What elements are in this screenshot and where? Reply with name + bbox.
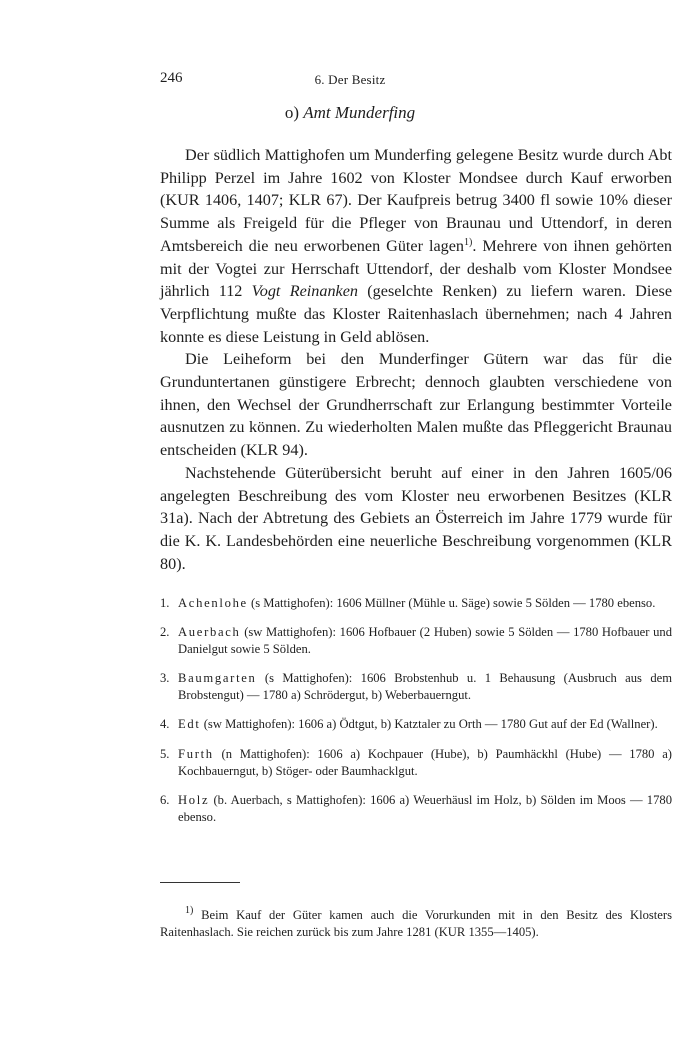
item-place: Edt [178,717,201,732]
item-place: Furth [178,746,214,761]
footnote-reference: 1) [464,236,473,248]
item-text: (s Mattighofen): 1606 Müllner (Mühle u. Säge) sowie 5 Sölden — 1780 ebenso. [247,596,656,610]
item-text: (sw Mattighofen): 1606 a) Ödtgut, b) Katztaler zu Orth — 1780 Gut auf der Ed (Wallner). [200,717,658,732]
item-text: (b. Auerbach, s Mattighofen): 1606 a) Weuerhäusl im Holz, b) Sölden im Moos — 1780 ebenso. [178,792,672,824]
item-place: Holz [178,792,210,807]
list-item [160,595,672,612]
item-place: Auerbach [178,625,241,640]
footnote-rule [160,882,240,883]
item-number: 1. [160,596,170,610]
list-item [160,670,672,704]
running-head: 6. Der Besitz [314,72,386,87]
list-item [160,624,672,658]
italic-term: Vogt Reinanken [251,282,359,301]
footnote-marker: 1) [185,905,194,916]
item-number: 3. [160,671,170,686]
list-item [160,716,672,733]
item-text: (s Mattighofen): 1606 Brobstenhub u. 1 Behausung (Ausbruch aus dem Brobstengut) — 1780 a) Schrödergut, b) Weberbauerngut. [178,671,672,703]
item-number: 5. [160,746,170,761]
item-number: 6. [160,792,170,807]
list-item [160,792,672,826]
paragraph-text: Der südlich Mattighofen um Munderfing gelegene Besitz wurde durch Abt Philipp Perzel im Jahre 1602 von Kloster Mondsee durch Kauf erworben (KUR 1406, 1407; KLR 67). Der Kaufpreis betrug 3400 fl sowie 10% dieser Summe als Freigeld für die Pfleger von Braunau und Uttendorf, in deren Amtsbereich die neu erworbenen Güter lagen [160,146,672,255]
list-item [160,746,672,780]
item-place: Baumgarten [178,671,257,686]
section-marker: o) [284,103,299,122]
item-number: 4. [160,717,170,732]
paragraph [160,144,672,348]
paragraph-text: . Mehrere von ihnen gehörten mit der Vogtei zur Herrschaft Uttendorf, der deshalb vom Kloster Mondsee jährlich 112 [160,236,673,301]
item-text: (sw Mattighofen): 1606 Hofbauer (2 Huben) sowie 5 Sölden — 1780 Hofbauer und Danielgut sowie 5 Sölden. [178,625,672,657]
footnote-text: Beim Kauf der Güter kamen auch die Vorurkunden mit in den Besitz des Klosters Raitenhaslach. Sie reichen zurück bis zum Jahre 1281 (KUR 1355—1405). [160,908,672,939]
paragraph: Die Leiheform bei den Munderfinger Gütern war das für die Grunduntertanen günstigere Erbrecht; dennoch glaubten verschiedene von ihnen, den Wechsel der Grundherrschaft zur Erlangung bestimmter Vorteile ausnutzen zu können. Zu wiederholten Malen mußte das Pfleggericht Braunau entscheiden (KLR 94). [160,350,672,460]
item-text: (n Mattighofen): 1606 a) Kochpauer (Hube), b) Paumhäckhl (Hube) — 1780 a) Kochbauerngut, b) Stöger- oder Baumhacklgut. [178,746,672,778]
section-title: Amt Munderfing [303,103,416,122]
item-place: Achenlohe [178,596,248,610]
body-text [160,144,672,575]
section-heading [0,103,700,123]
footnote [160,907,672,941]
property-list [160,595,672,838]
paragraph: Nachstehende Güterübersicht beruht auf einer in den Jahren 1605/06 angelegten Beschreibung des vom Kloster neu erworbenen Besitzes (KLR 31a). Nach der Abtretung des Gebiets an Österreich im Jahre 1779 wurde für die K. K. Landesbehörden eine neuerliche Beschreibung vorgenommen (KLR 80). [160,463,672,573]
paragraph-text: (geselchte Renken) zu liefern waren. Diese Verpflichtung mußte das Kloster Raitenhaslach übernehmen; nach 4 Jahren konnte es diese Leistung in Geld ablösen. [160,282,673,346]
page-number: 246 [160,70,183,86]
item-number: 2. [160,625,170,640]
